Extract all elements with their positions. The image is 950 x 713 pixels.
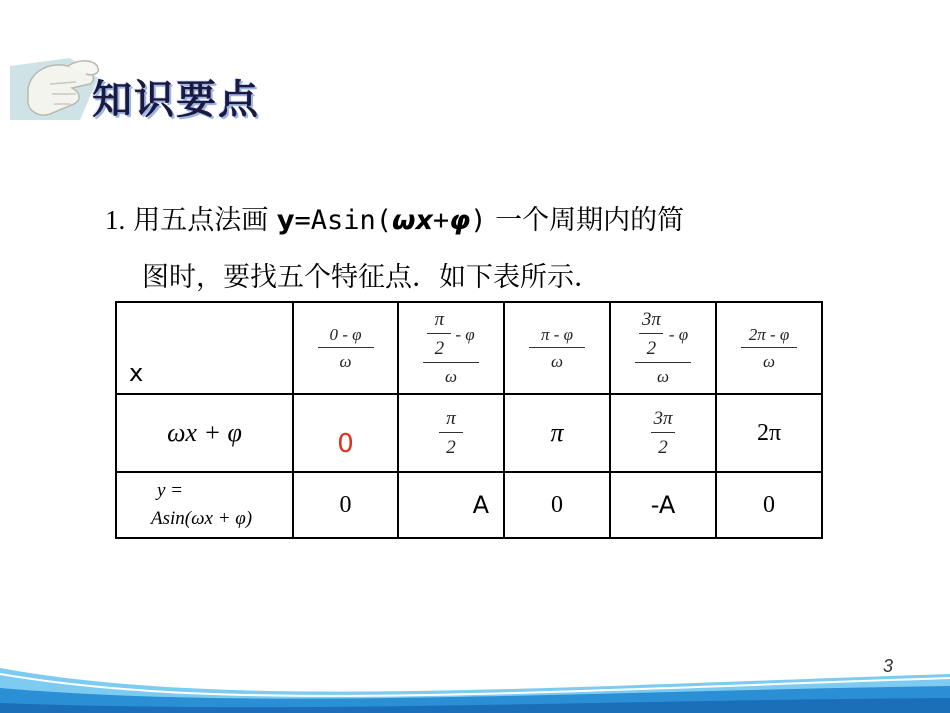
table-cell: $\frac{3\pi}{2}$ xyxy=(610,394,716,472)
table-cell: $\frac{\pi - \varphi}{\omega}$ xyxy=(504,302,610,394)
table-cell: -A xyxy=(610,472,716,538)
intro-text-2: 一个周期内的简 xyxy=(486,205,685,236)
row-label-x: x xyxy=(116,302,293,394)
table-cell: 0 xyxy=(504,472,610,538)
row-label-phase: ωx + φ xyxy=(116,394,293,472)
footer-wave-decoration xyxy=(0,648,950,713)
table-cell: 2π xyxy=(716,394,822,472)
hand-pointer-icon xyxy=(10,48,105,123)
table-cell: $\frac{0 - \varphi}{\omega}$ xyxy=(293,302,398,394)
formula-eq: =A xyxy=(294,205,327,236)
table-cell: $\frac{2\pi - \varphi}{\omega}$ xyxy=(716,302,822,394)
table-cell: 0 xyxy=(293,394,398,472)
table-row-x xyxy=(116,302,822,394)
formula-sin: sin( xyxy=(326,205,392,236)
page-number: 3 xyxy=(883,656,894,676)
table-row-y xyxy=(116,472,822,538)
formula-plus: + xyxy=(432,205,450,236)
table-cell: $\frac{\pi}{2}$ - φ ω xyxy=(398,302,504,394)
section-title: 知识要点 xyxy=(92,77,260,123)
table-cell: 0 xyxy=(716,472,822,538)
item-number: 1. xyxy=(105,205,126,235)
paragraph-line-2: 图时，要找五个特征点．如下表所示． xyxy=(142,262,601,293)
table-cell: π xyxy=(504,394,610,472)
table-cell: 0 xyxy=(293,472,398,538)
paragraph-line-1 xyxy=(105,198,684,237)
table-cell: $\frac{3\pi}{2}$ - φ ω xyxy=(610,302,716,394)
table-row-phase xyxy=(116,394,822,472)
intro-text: 用五点法画 xyxy=(133,205,277,236)
table-cell: A xyxy=(398,472,504,538)
row-label-y: y = Asin(ωx + φ) xyxy=(116,472,293,538)
formula-y: y xyxy=(276,205,295,236)
formula-phi: φ xyxy=(449,205,471,236)
formula-close: ) xyxy=(470,205,487,236)
table-cell: $\frac{\pi}{2}$ xyxy=(398,394,504,472)
five-point-table xyxy=(115,301,823,539)
formula-omega-x: ωx xyxy=(392,205,433,236)
